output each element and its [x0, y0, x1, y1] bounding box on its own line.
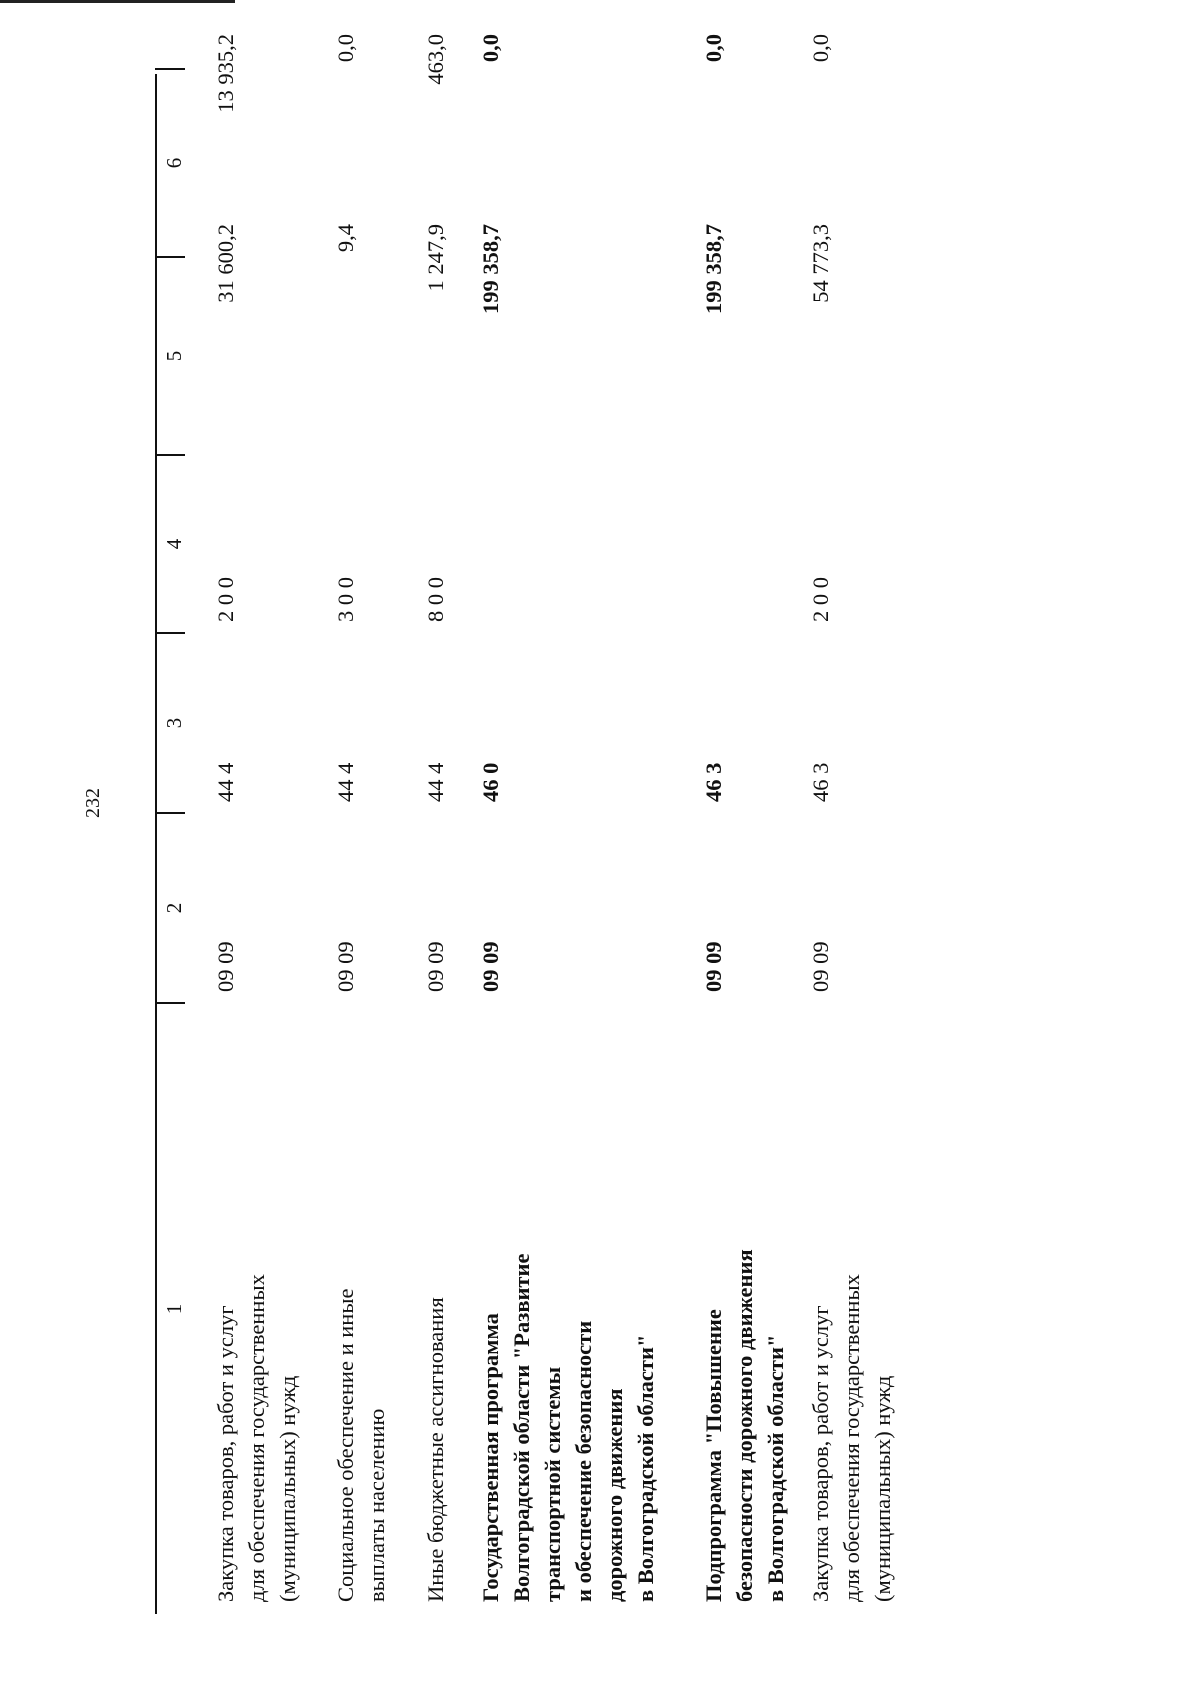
row-program-code: 44 4	[423, 762, 448, 802]
row-section-code: 09 09	[478, 941, 503, 992]
header-col-6: 6	[162, 157, 186, 169]
header-col-7	[161, 0, 187, 68]
row-amount-col5: 54 773,3	[808, 224, 833, 303]
row-name: Подпрограмма "Повышение безопасности дорожного движения в Волгоградской области"	[701, 1249, 788, 1602]
header-divider	[155, 256, 185, 258]
row-name: Закупка товаров, работ и услуг для обеспечения государственных (муниципальных) нужд	[808, 1274, 895, 1602]
row-amount-col5: 199 358,7	[701, 224, 726, 314]
row-program-code: 46 3	[808, 762, 833, 802]
header-divider	[155, 454, 185, 456]
page-number: 232	[82, 788, 104, 818]
row-program-code: 44 4	[333, 762, 358, 802]
header-divider	[155, 632, 185, 634]
row-amount-col5: 199 358,7	[478, 224, 503, 314]
header-col-3: 3	[162, 717, 186, 729]
row-name: Иные бюджетные ассигнования	[423, 1297, 448, 1602]
row-amount-col6: 463,0	[423, 34, 448, 85]
row-amount-col6: 0,0	[333, 34, 358, 63]
row-section-code: 09 09	[423, 941, 448, 992]
row-expense-type: 2 0 0	[808, 577, 833, 622]
row-amount-col6: 0,0	[701, 34, 726, 63]
header-divider	[155, 1002, 185, 1004]
row-amount-col5: 1 247,9	[423, 224, 448, 292]
row-amount-col7	[330, 0, 361, 234]
row-amount-col6: 0,0	[478, 34, 503, 63]
row-name: Социальное обеспечение и иные выплаты населению	[333, 1288, 389, 1602]
row-name: Государственная программа Волгоградской области "Развитие транспортной системы и обеспечение безопасности дорожного движения в Волгоградской области"	[478, 1253, 658, 1602]
row-section-code: 09 09	[213, 941, 238, 992]
row-program-code: 44 4	[213, 762, 238, 802]
row-amount-col7	[698, 0, 729, 234]
row-section-code: 09 09	[701, 941, 726, 992]
header-col-2: 2	[162, 902, 186, 914]
header-top-rule	[155, 74, 157, 1614]
row-amount-col6: 13 935,2	[213, 34, 238, 113]
row-amount-col5: 31 600,2	[213, 224, 238, 303]
row-amount-col7	[210, 0, 241, 234]
row-expense-type: 2 0 0	[213, 577, 238, 622]
row-amount-col6: 0,0	[808, 34, 833, 63]
header-divider	[155, 812, 185, 814]
row-expense-type: 3 0 0	[333, 577, 358, 622]
row-amount-col7	[475, 0, 506, 234]
row-name: Закупка товаров, работ и услуг для обеспечения государственных (муниципальных) нужд	[213, 1274, 300, 1602]
header-col-4: 4	[162, 538, 186, 550]
header-divider	[155, 68, 185, 70]
header-col-1: 1	[162, 1303, 186, 1315]
row-section-code: 09 09	[808, 941, 833, 992]
row-program-code: 46 0	[478, 762, 503, 802]
row-amount-col5: 9,4	[333, 224, 358, 253]
header-col-5: 5	[162, 350, 186, 362]
row-amount-col7	[805, 0, 836, 234]
row-section-code: 09 09	[333, 941, 358, 992]
row-amount-col7	[420, 0, 451, 234]
row-program-code: 46 3	[701, 762, 726, 802]
row-expense-type: 8 0 0	[423, 577, 448, 622]
